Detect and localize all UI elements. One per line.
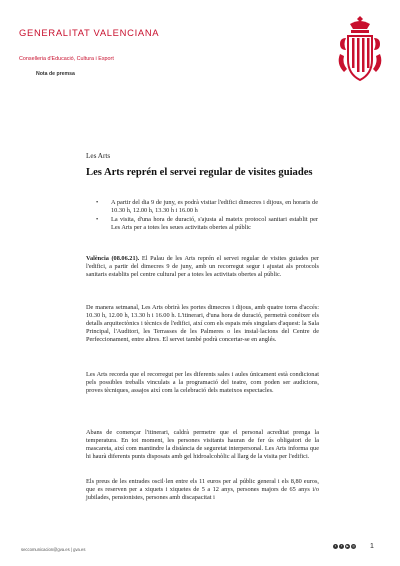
dateline: València (08.06.21). bbox=[86, 255, 140, 262]
header-title: GENERALITAT VALENCIANA bbox=[19, 27, 160, 38]
article-headline: Les Arts reprén el servei regular de visites guiades bbox=[86, 167, 313, 178]
paragraph-text: El Palau de les Arts reprén el servei regular de visites guiades per l'edifici, a partir del dimecres 9 de juny, amb un recorregut segur i ajustat als protocols sanitaris establits pel centre cultural per a totes les activitats obertes al públic. bbox=[86, 255, 319, 278]
highlights-list bbox=[96, 199, 318, 233]
paragraph: Abans de començar l'itinerari, caldrà permetre que el personal acreditat prenga la temperatura. En tot moment, les persones visitants hauran de fer ús obligatori de la mascareta, així com mantindre la distància de seguretat interpersonal. Les Arts informa que hi haurà diferents punts disposats amb gel hidroalcohòlic al llarg de la visita per l'edifici. bbox=[86, 429, 319, 460]
list-item bbox=[96, 199, 318, 215]
paragraph: Les Arts recorda que el recorregut per les diferents sales i aules únicament està condicionat pels possibles treballs vinculats a la programació del teatre, com poden ser audicions, proves tècniques, assajos així com la celebració dels mateixos espectacles. bbox=[86, 371, 319, 394]
bullet-text: La visita, d'una hora de duració, s'ajusta al mateix protocol sanitari establit per Les Arts per a totes les seues activitats obertes al públic bbox=[111, 216, 318, 231]
paragraph: Els preus de les entrades oscil·len entre els 11 euros per al públic general i els 8,80 euros, que es reserven per a xiquets i xiquetes de 5 a 12 anys, persones majors de 65 anys i/o jubilades, pensionistes, persones amb discapacitat i bbox=[86, 478, 319, 501]
footer-email: seccomunicacion@gva.es | gva.es bbox=[21, 547, 86, 552]
bullet-icon: • bbox=[96, 216, 99, 223]
bullet-icon: • bbox=[96, 199, 99, 206]
twitter-icon[interactable]: t bbox=[334, 544, 337, 548]
section-label: Les Arts bbox=[86, 152, 111, 160]
facebook-icon[interactable]: f bbox=[340, 544, 343, 548]
list-item bbox=[96, 216, 318, 232]
social-icons bbox=[333, 544, 356, 549]
youtube-icon[interactable]: ▶ bbox=[346, 544, 349, 548]
header-subtitle: Conselleria d'Educació, Cultura i Esport bbox=[19, 56, 114, 62]
instagram-icon[interactable]: ◎ bbox=[352, 544, 355, 548]
press-note-label: Nota de premsa bbox=[36, 71, 75, 77]
page-number: 1 bbox=[370, 543, 374, 550]
bullet-text: A partir del dia 9 de juny, es podrà visitar l'edifici dimecres i dijous, en horaris de 10.30 h, 12.00 h, 13.30 h i 16.00 h bbox=[111, 199, 318, 214]
paragraph: De manera setmanal, Les Arts obrirà les portes dimecres i dijous, amb quatre torns d'accés: 10.30 h, 12.00 h, 13.30 h i 16.00 h. L'itinerari, d'una hora de duració, permetrà conéixer els detalls arquitectònics i tècnics de l'edifici, així com els espais més singulars d'aquest: la Sala Principal, l'Auditori, les Terrasses de les Palmeres o les instal·lacions del Centre de Perfeccionament, entre altres. El servei també podrà concertar-se en anglés. bbox=[86, 304, 319, 343]
paragraph-lead bbox=[86, 255, 319, 279]
generalitat-crest-logo bbox=[332, 14, 388, 162]
